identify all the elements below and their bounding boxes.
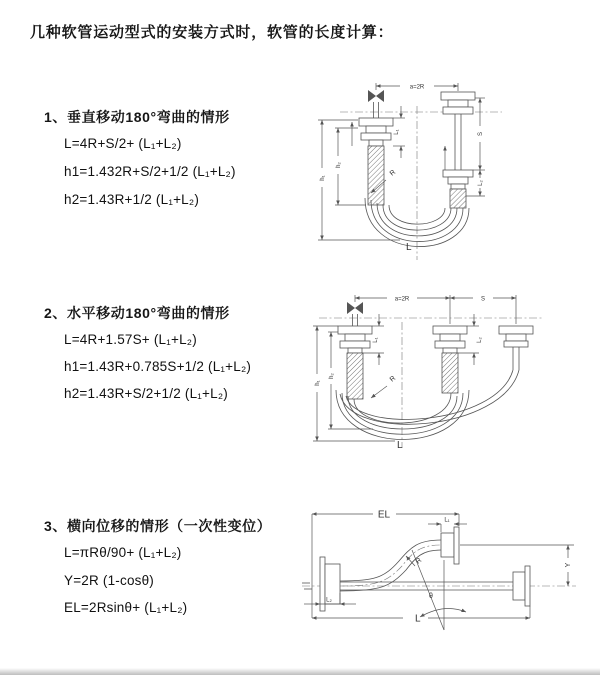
label-a2r: a=2R (394, 296, 410, 303)
label-h1: h₁ (315, 380, 321, 386)
centerlines (302, 545, 576, 586)
valve-icon (368, 90, 384, 102)
label-theta: θ (429, 593, 433, 600)
dimension-width-a2r (355, 297, 450, 303)
section-2-formula-h2: h2=1.43R+S/2+1/2 (L₁+L₂) (64, 386, 228, 401)
right-flange (513, 566, 530, 606)
hose-braid-left (347, 353, 363, 399)
radius-leader (371, 375, 397, 398)
section-3-formula-Y: Y=2R (1-cosθ) (64, 573, 155, 588)
diagram-lateral-displacement (298, 500, 598, 652)
section-3-formula-EL: EL=2Rsinθ+ (L₁+L₂) (64, 600, 188, 615)
label-h2: h₂ (329, 373, 335, 379)
radius-leader (406, 556, 423, 566)
left-pipe (338, 314, 372, 399)
label-length: L (415, 613, 421, 625)
label-radius: R (388, 168, 398, 178)
section-3-heading: 3、横向位移的情形（一次性变位） (44, 518, 272, 534)
right-pipe (499, 326, 533, 370)
left-pipe (359, 102, 393, 205)
section-3-formula-L: L=πRθ/90+ (L₁+L₂) (64, 545, 182, 560)
label-l1: L₁ (394, 129, 400, 135)
hose-braid-left (368, 146, 384, 205)
label-el: EL (377, 509, 391, 521)
label-h1: h₁ (320, 175, 326, 181)
label-radius: R (388, 374, 398, 384)
label-l1: L₁ (373, 337, 379, 343)
label-l2: L₂ (478, 180, 484, 186)
label-radius: R (414, 556, 424, 566)
label-l1: L₁ (444, 517, 450, 524)
label-s: S (478, 131, 484, 137)
label-a2r: a=2R (409, 84, 425, 91)
dimension-l2 (457, 314, 483, 365)
dimension-l1 (393, 106, 405, 158)
label-length: L (397, 440, 403, 451)
hose-braid-middle (442, 353, 458, 393)
page-bottom-edge (0, 668, 600, 675)
label-l2: L₂ (326, 597, 332, 604)
label-length: L (406, 242, 412, 253)
dimension-width-a2r (376, 83, 458, 91)
label-l2: L₂ (477, 337, 483, 343)
hose-braid-right (450, 189, 466, 208)
section-2-heading: 2、水平移动180°弯曲的情形 (44, 305, 230, 321)
section-1-formula-h1: h1=1.432R+S/2+1/2 (L₁+L₂) (64, 164, 236, 179)
right-pipe (441, 92, 475, 208)
section-1-heading: 1、垂直移动180°弯曲的情形 (44, 109, 230, 125)
top-right-flange (441, 527, 459, 564)
dimension-l1 (428, 518, 467, 533)
label-y: Y (565, 562, 572, 568)
section-2-formula-h1: h1=1.43R+0.785S+1/2 (L₁+L₂) (64, 359, 252, 374)
valve-icon (347, 302, 363, 314)
section-1-formula-h2: h2=1.43R+1/2 (L₁+L₂) (64, 192, 200, 207)
section-1-formula-L: L=4R+S/2+ (L₁+L₂) (64, 136, 182, 151)
section-2-formula-L: L=4R+1.57S+ (L₁+L₂) (64, 332, 197, 347)
page-title: 几种软管运动型式的安装方式时，软管的长度计算： (30, 24, 394, 41)
diagram-vertical-180-bend (312, 72, 597, 264)
middle-pipe (433, 326, 467, 393)
dimension-s (473, 98, 485, 170)
hose-s-curve (340, 540, 441, 591)
diagram-horizontal-180-bend (305, 282, 595, 454)
label-s: S (480, 296, 486, 303)
dimension-l (312, 606, 530, 625)
label-h2: h₂ (336, 162, 342, 168)
